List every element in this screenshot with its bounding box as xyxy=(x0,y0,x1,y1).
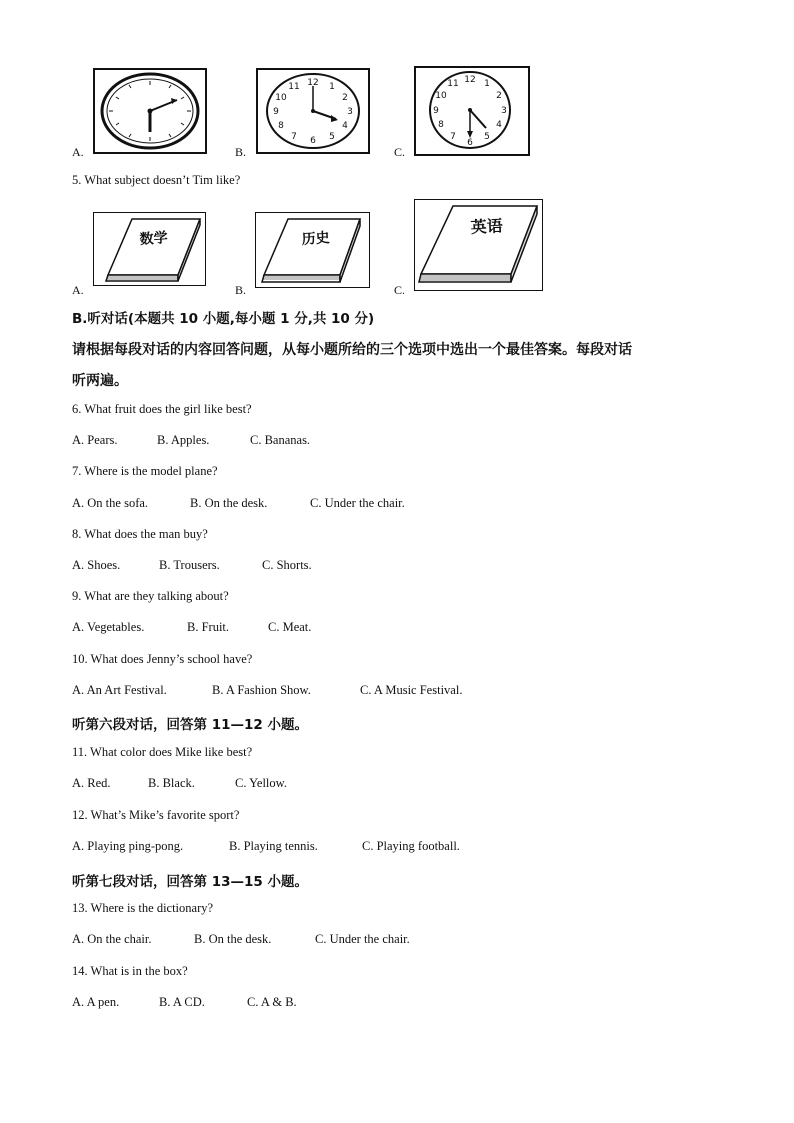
svg-text:2: 2 xyxy=(496,91,502,101)
question-10: 10. What does Jenny’s school have? xyxy=(72,652,253,666)
q12-option-b: B. Playing tennis. xyxy=(229,839,318,853)
svg-text:8: 8 xyxy=(278,121,284,131)
clock-option-c-label: C. xyxy=(394,145,406,159)
clock-option-b-image xyxy=(256,68,370,154)
svg-text:4: 4 xyxy=(496,120,502,130)
svg-text:5: 5 xyxy=(484,132,490,142)
book-c-title: 英语 xyxy=(470,216,504,237)
q13-option-c: C. Under the chair. xyxy=(315,932,410,946)
question-13: 13. Where is the dictionary? xyxy=(72,901,214,915)
q12-option-a: A. Playing ping-pong. xyxy=(72,839,184,853)
svg-text:9: 9 xyxy=(433,106,439,116)
q14-option-b: B. A CD. xyxy=(159,995,205,1009)
dialogue-7-heading: 听第七段对话，回答第 13—15 小题。 xyxy=(72,874,308,890)
q13-option-a: A. On the chair. xyxy=(72,932,152,946)
clock-option-a-image xyxy=(93,68,207,154)
q10-option-c: C. A Music Festival. xyxy=(360,683,463,697)
svg-text:7: 7 xyxy=(291,132,297,142)
q8-option-c: C. Shorts. xyxy=(262,558,312,572)
book-option-c-image xyxy=(414,199,543,291)
svg-text:4: 4 xyxy=(342,121,348,131)
svg-text:10: 10 xyxy=(275,93,287,103)
q8-option-b: B. Trousers. xyxy=(159,558,220,572)
question-9: 9. What are they talking about? xyxy=(72,589,229,603)
section-b-instruction-line1: 请根据每段对话的内容回答问题，从每小题所给的三个选项中选出一个最佳答案。每段对话 xyxy=(72,342,632,358)
question-14: 14. What is in the box? xyxy=(72,964,188,978)
q7-option-a: A. On the sofa. xyxy=(72,496,149,510)
question-12: 12. What’s Mike’s favorite sport? xyxy=(72,808,240,822)
book-option-c-label: C. xyxy=(394,283,406,297)
svg-text:7: 7 xyxy=(450,132,456,142)
q11-option-b: B. Black. xyxy=(148,776,195,790)
clock-option-b-label: B. xyxy=(235,145,247,159)
svg-text:11: 11 xyxy=(447,79,459,89)
svg-text:6: 6 xyxy=(467,138,473,148)
book-option-a-image xyxy=(93,212,206,286)
q7-option-c: C. Under the chair. xyxy=(310,496,405,510)
svg-text:3: 3 xyxy=(501,106,507,116)
question-5: 5. What subject doesn’t Tim like? xyxy=(72,173,241,187)
svg-text:12: 12 xyxy=(464,75,476,85)
q9-option-c: C. Meat. xyxy=(268,620,312,634)
q12-option-c: C. Playing football. xyxy=(362,839,460,853)
q11-option-c: C. Yellow. xyxy=(235,776,287,790)
question-6: 6. What fruit does the girl like best? xyxy=(72,402,252,416)
question-11: 11. What color does Mike like best? xyxy=(72,745,253,759)
q9-option-a: A. Vegetables. xyxy=(72,620,145,634)
svg-text:12: 12 xyxy=(307,78,319,88)
q13-option-b: B. On the desk. xyxy=(194,932,272,946)
q7-option-b: B. On the desk. xyxy=(190,496,268,510)
question-8: 8. What does the man buy? xyxy=(72,527,208,541)
q6-option-b: B. Apples. xyxy=(157,433,210,447)
section-b-title: B.听对话(本题共 10 小题,每小题 1 分,共 10 分) xyxy=(72,311,375,327)
q8-option-a: A. Shoes. xyxy=(72,558,121,572)
book-option-a-label: A. xyxy=(72,283,84,297)
svg-text:6: 6 xyxy=(310,136,316,146)
book-option-b-label: B. xyxy=(235,283,247,297)
q10-option-b: B. A Fashion Show. xyxy=(212,683,311,697)
svg-text:3: 3 xyxy=(347,107,353,117)
book-b-title: 历史 xyxy=(301,230,331,248)
svg-text:10: 10 xyxy=(435,91,447,101)
book-option-b-image xyxy=(255,212,370,288)
section-b-instruction-line2: 听两遍。 xyxy=(72,373,128,389)
q11-option-a: A. Red. xyxy=(72,776,111,790)
svg-text:1: 1 xyxy=(484,79,490,89)
dialogue-6-heading: 听第六段对话，回答第 11—12 小题。 xyxy=(72,717,308,733)
q10-option-a: A. An Art Festival. xyxy=(72,683,167,697)
book-a-title: 数学 xyxy=(139,230,169,248)
svg-text:8: 8 xyxy=(438,120,444,130)
svg-text:11: 11 xyxy=(288,82,300,92)
q9-option-b: B. Fruit. xyxy=(187,620,230,634)
svg-text:5: 5 xyxy=(329,132,335,142)
q14-option-c: C. A & B. xyxy=(247,995,297,1009)
clock-option-a-label: A. xyxy=(72,145,84,159)
q6-option-c: C. Bananas. xyxy=(250,433,311,447)
q14-option-a: A. A pen. xyxy=(72,995,120,1009)
svg-text:1: 1 xyxy=(329,82,335,92)
svg-text:9: 9 xyxy=(273,107,279,117)
svg-text:2: 2 xyxy=(342,93,348,103)
question-7: 7. Where is the model plane? xyxy=(72,464,218,478)
clock-option-c-image xyxy=(414,66,530,156)
q6-option-a: A. Pears. xyxy=(72,433,118,447)
